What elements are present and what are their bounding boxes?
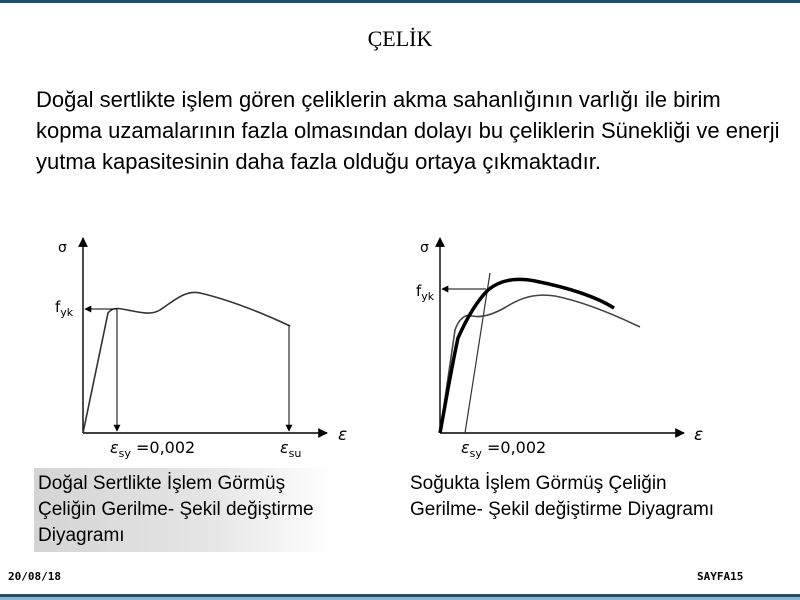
- left-eps-sy-label: $\varepsilon_{sy} =0,002$: [110, 438, 196, 460]
- left-sigma-label: σ: [58, 240, 67, 256]
- left-fyk-label: $f_{yk}$: [55, 298, 74, 319]
- right-epsilon-label: ε: [694, 425, 704, 445]
- right-diagram-caption: Soğukta İşlem Görmüş Çeliğin Gerilme- Şekil değiştirme Diyagramı: [410, 473, 715, 520]
- footer-date: 20/08/18: [8, 570, 61, 583]
- left-epsilon-label: ε: [338, 425, 348, 445]
- right-cold-worked-curve: [440, 279, 614, 433]
- right-fyk-label: $f_{yk}$: [416, 282, 435, 303]
- left-diagram: [55, 238, 347, 460]
- right-offset-line: [465, 273, 490, 433]
- intro-paragraph: Doğal sertlikte işlem gören çeliklerin akma sahanlığının varlığı ile birim kopma uzamalarının fazla olmasından dolayı bu çeliklerin Sünekliği ve enerji yutma kapasitesinin daha fazla olduğu ortaya çıkmaktadır.: [36, 87, 780, 174]
- right-diagram: [416, 238, 703, 460]
- slide-title: ÇELİK: [367, 26, 433, 51]
- left-eps-su-label: $\varepsilon_{su}$: [280, 438, 302, 460]
- footer-page-number: SAYFA15: [697, 570, 744, 583]
- right-eps-sy-label: $\varepsilon_{sy} =0,002$: [461, 438, 547, 460]
- left-stress-strain-curve: [83, 292, 290, 433]
- left-diagram-caption: Doğal Sertlikte İşlem Görmüş Çeliğin Gerilme- Şekil değiştirme Diyagramı: [34, 468, 334, 552]
- right-sigma-label: σ: [420, 240, 429, 256]
